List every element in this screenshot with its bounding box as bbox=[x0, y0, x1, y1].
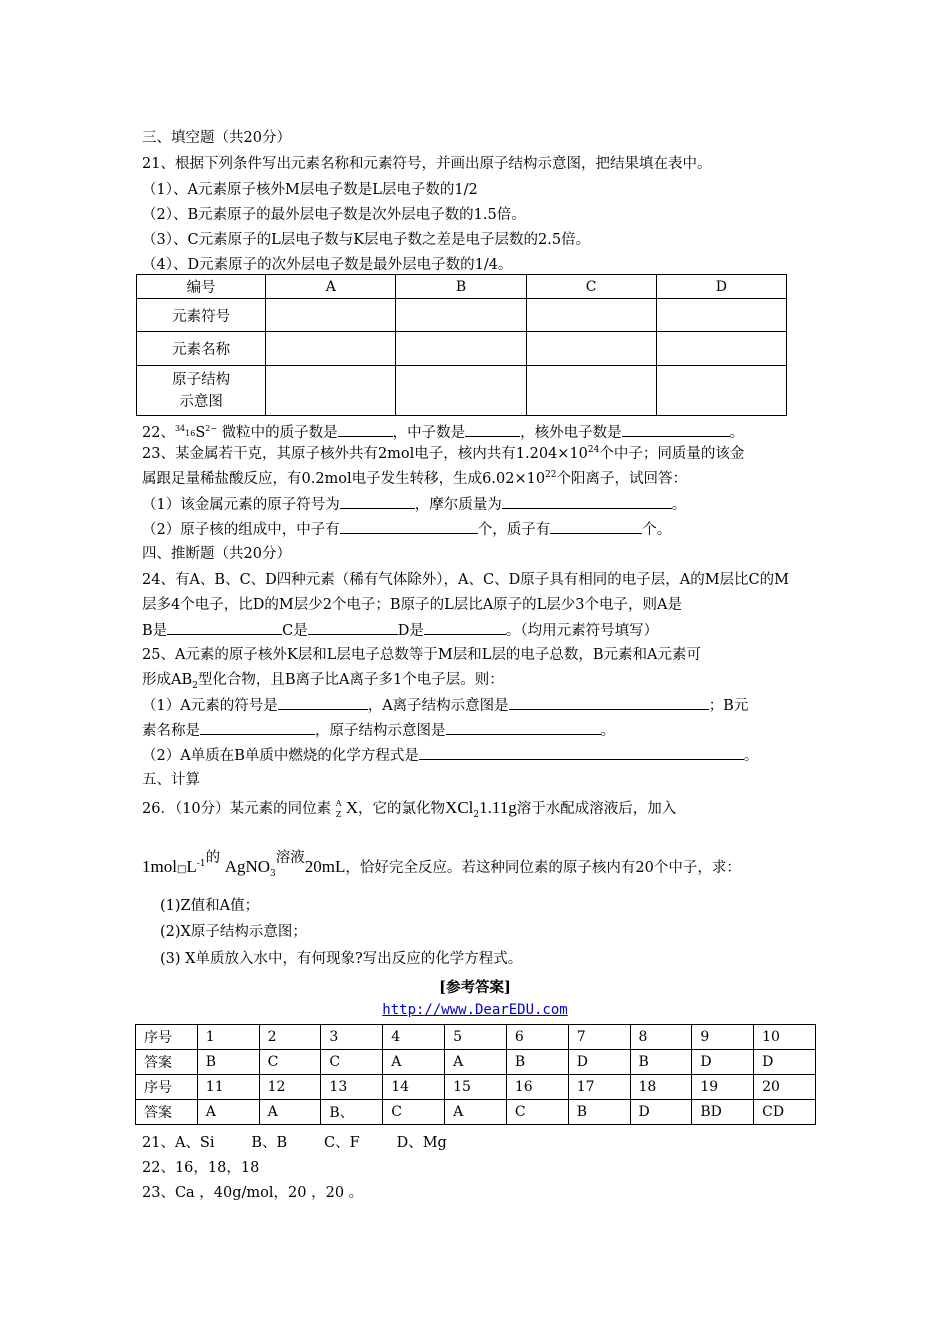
q22-text-1: 微粒中的质子数是 bbox=[217, 425, 338, 441]
answer-blank[interactable] bbox=[340, 519, 478, 534]
q23-text: 属跟足量稀盐酸反应，有0.2mol电子发生转移，生成6.02×10 bbox=[142, 471, 546, 487]
answers-cell: 序号 bbox=[136, 1025, 198, 1050]
q24-text: C是 bbox=[282, 623, 308, 639]
answer-blank[interactable] bbox=[424, 620, 506, 635]
q23-line-2 bbox=[142, 469, 687, 489]
answers-cell: 19 bbox=[692, 1075, 754, 1100]
q24-text: D是 bbox=[397, 623, 424, 639]
q22-text-2: ，中子数是 bbox=[392, 425, 466, 441]
q26-part-1: (1)Z值和A值； bbox=[160, 898, 260, 914]
table-row bbox=[136, 1100, 816, 1125]
q24-text: B是 bbox=[142, 623, 168, 639]
answer-blank[interactable] bbox=[550, 519, 642, 534]
answers-cell: A bbox=[197, 1100, 259, 1125]
q26-text: 溶于水配成溶液后，加入 bbox=[516, 801, 677, 817]
answers-title: [参考答案] bbox=[439, 979, 511, 996]
answers-cell: D bbox=[754, 1050, 816, 1075]
q21-condition-2: （2）、B元素原子的最外层电子数是次外层电子数的1.5倍。 bbox=[142, 207, 526, 223]
q21-condition-3: （3）、C元素原子的L层电子数与K层电子数之差是电子层数的2.5倍。 bbox=[142, 232, 591, 248]
q26-nuclide-z: Z bbox=[335, 810, 342, 819]
answers-cell: C bbox=[383, 1100, 445, 1125]
q23-text: 23、某金属若干克，其原子核外共有2mol电子，核内共有1.204×10 bbox=[142, 446, 588, 462]
answers-cell: A bbox=[259, 1100, 321, 1125]
answers-cell: 1 bbox=[197, 1025, 259, 1050]
table-row-label-structure-line1: 原子结构 bbox=[172, 371, 231, 388]
q25-text: ；B元 bbox=[708, 698, 749, 714]
q23-text: 个，质子有 bbox=[477, 522, 551, 538]
answer-blank[interactable] bbox=[446, 720, 601, 735]
answer-cell bbox=[656, 332, 786, 366]
table-row-label-symbol: 元素符号 bbox=[137, 299, 266, 332]
answers-cell: 14 bbox=[383, 1075, 445, 1100]
q23-text: 个阳离子，试回答： bbox=[556, 471, 688, 487]
answers-cell: A bbox=[383, 1050, 445, 1075]
q22-prefix: 22、 bbox=[142, 425, 175, 441]
answer-blank[interactable] bbox=[338, 422, 393, 437]
q26-text: ，恰好完全反应。若这种同位素的原子核内有20个中子，求： bbox=[345, 860, 741, 876]
q26-unit-exponent: -1 bbox=[196, 859, 206, 870]
answers-cell: 20 bbox=[754, 1075, 816, 1100]
answer-23: 23、Ca ，40g/mol，20 ，20 。 bbox=[142, 1185, 364, 1201]
q25-text: ，原子结构示意图是 bbox=[315, 723, 446, 739]
q26-part-3: (3) X单质放入水中，有何现象?写出反应的化学方程式。 bbox=[160, 951, 523, 967]
q22-atomic-number: 16 bbox=[185, 429, 196, 438]
answer-cell bbox=[656, 299, 786, 332]
q25-sub-2 bbox=[142, 745, 758, 766]
answer-cell bbox=[526, 299, 656, 332]
answer-cell bbox=[266, 299, 396, 332]
q25-text: 型化合物，且B离子比A离子多1个电子层。则： bbox=[197, 672, 504, 688]
q26-text: 溶液 bbox=[275, 850, 305, 866]
answer-cell bbox=[656, 366, 786, 416]
answer-blank[interactable] bbox=[622, 422, 730, 437]
q26-formula-subscript: 2 bbox=[473, 809, 480, 820]
answers-cell: 5 bbox=[445, 1025, 507, 1050]
answers-cell: B bbox=[568, 1100, 630, 1125]
q26-missing-glyph: □ bbox=[176, 864, 187, 875]
answer-blank[interactable] bbox=[502, 494, 672, 509]
q24-line-3 bbox=[142, 620, 658, 641]
answers-cell: 6 bbox=[506, 1025, 568, 1050]
answer-blank[interactable] bbox=[308, 620, 398, 635]
q23-exponent: 24 bbox=[587, 445, 600, 456]
source-link[interactable]: http://www.DearEDU.com bbox=[382, 1002, 568, 1018]
answers-cell: B bbox=[506, 1050, 568, 1075]
table-header-d: D bbox=[656, 275, 786, 299]
answers-cell: 17 bbox=[568, 1075, 630, 1100]
q23-text: 个中子；同质量的该金 bbox=[599, 446, 745, 462]
q25-sub-1-cont bbox=[142, 720, 615, 741]
answers-cell: BD bbox=[692, 1100, 754, 1125]
q26-text: ，它的氯化物 bbox=[358, 801, 446, 817]
answers-cell: 13 bbox=[321, 1075, 383, 1100]
answers-cell: A bbox=[445, 1050, 507, 1075]
q25-text: （1）A元素的符号是 bbox=[142, 698, 278, 714]
q22-text-3: ，核外电子数是 bbox=[520, 425, 622, 441]
q26-part-2: (2)X原子结构示意图； bbox=[160, 924, 307, 940]
answer-blank[interactable] bbox=[340, 494, 415, 509]
q23-sub-1 bbox=[142, 494, 686, 515]
answers-cell: 答案 bbox=[136, 1050, 198, 1075]
answer-blank[interactable] bbox=[200, 720, 315, 735]
q22 bbox=[142, 419, 744, 444]
answer-blank[interactable] bbox=[419, 745, 744, 760]
q26-nuclide bbox=[336, 799, 346, 819]
answers-link-wrap bbox=[0, 1002, 950, 1018]
answer-cell bbox=[266, 332, 396, 366]
q25-text: 素名称是 bbox=[142, 723, 200, 739]
q23-exponent: 22 bbox=[545, 470, 557, 481]
q26-unit: L bbox=[186, 857, 197, 876]
q23-sub-2 bbox=[142, 519, 671, 540]
answers-table bbox=[135, 1024, 816, 1125]
q23-text: 个。 bbox=[642, 522, 672, 538]
q26-text: 26．（10分）某元素的同位素 bbox=[142, 801, 332, 817]
answers-cell: B bbox=[630, 1050, 692, 1075]
answers-cell: B、 bbox=[321, 1100, 383, 1125]
table-header-b: B bbox=[396, 275, 526, 299]
answer-22: 22、16，18，18 bbox=[142, 1160, 260, 1176]
table-row bbox=[136, 1025, 816, 1050]
q23-text: ，摩尔质量为 bbox=[414, 497, 502, 513]
section5-title: 五、计算 bbox=[142, 772, 200, 788]
q22-symbol: S bbox=[195, 425, 206, 441]
q26-volume: 20mL bbox=[304, 857, 346, 876]
q26-mass: 1.11g bbox=[479, 798, 517, 817]
answers-cell: 11 bbox=[197, 1075, 259, 1100]
q26-concentration: 1mol bbox=[142, 857, 177, 876]
q22-charge: 2− bbox=[205, 424, 218, 433]
q26-text: 的 bbox=[205, 850, 221, 866]
q23-text: （1）该金属元素的原子符号为 bbox=[142, 497, 340, 513]
answers-cell: 8 bbox=[630, 1025, 692, 1050]
q21-stem: 21、根据下列条件写出元素名称和元素符号，并画出原子结构示意图，把结果填在表中。 bbox=[142, 156, 712, 172]
q26-line-1 bbox=[142, 798, 676, 819]
section4-title: 四、推断题（共20分） bbox=[142, 546, 291, 562]
q24-text: 。（均用元素符号填写） bbox=[505, 623, 659, 639]
answers-cell: 18 bbox=[630, 1075, 692, 1100]
answer-21: 21、A、Si B、B C、F D、Mg bbox=[142, 1135, 447, 1151]
q24-line-1: 24、有A、B、C、D四种元素（稀有气体除外），A、C、D原子具有相同的电子层，A的M层比C的M bbox=[142, 572, 789, 588]
q26-nuclide-mass: A bbox=[335, 799, 342, 808]
answer-blank[interactable] bbox=[278, 695, 368, 710]
table-row bbox=[136, 1050, 816, 1075]
answers-cell: 16 bbox=[506, 1075, 568, 1100]
q25-text: 形成AB bbox=[142, 672, 193, 688]
answers-cell: 答案 bbox=[136, 1100, 198, 1125]
table-row-label-name: 元素名称 bbox=[137, 332, 266, 366]
q24-line-2: 层多4个电子，比D的M层少2个电子；B原子的L层比A原子的L层少3个电子，则A是 bbox=[142, 597, 683, 613]
answer-blank[interactable] bbox=[509, 695, 709, 710]
answers-cell: 15 bbox=[445, 1075, 507, 1100]
q21-answer-table bbox=[136, 274, 787, 416]
table-header-number: 编号 bbox=[137, 275, 266, 299]
answers-cell: D bbox=[692, 1050, 754, 1075]
q21-condition-4: （4）、D元素原子的次外层电子数是最外层电子数的1/4。 bbox=[142, 257, 513, 273]
q25-line-2 bbox=[142, 670, 504, 690]
table-header-a: A bbox=[266, 275, 396, 299]
answers-cell: 10 bbox=[754, 1025, 816, 1050]
answer-cell bbox=[526, 332, 656, 366]
answer-cell bbox=[396, 299, 526, 332]
table-row-label-structure bbox=[137, 366, 266, 416]
q25-text: （2）A单质在B单质中燃烧的化学方程式是 bbox=[142, 748, 419, 764]
q25-subscript: 2 bbox=[192, 680, 198, 691]
q25-line-1: 25、A元素的原子核外K层和L层电子总数等于M层和L层的电子总数，B元素和A元素可 bbox=[142, 647, 701, 663]
answers-cell: 2 bbox=[259, 1025, 321, 1050]
q26-reagent-subscript: 3 bbox=[270, 868, 276, 879]
answers-cell: B bbox=[197, 1050, 259, 1075]
answers-cell: C bbox=[259, 1050, 321, 1075]
answers-cell: CD bbox=[754, 1100, 816, 1125]
answers-cell: D bbox=[568, 1050, 630, 1075]
q23-text: （2）原子核的组成中，中子有 bbox=[142, 522, 340, 538]
answers-cell: C bbox=[321, 1050, 383, 1075]
answer-cell bbox=[396, 366, 526, 416]
q26-nuclide-symbol: X bbox=[345, 798, 359, 817]
answers-cell: D bbox=[630, 1100, 692, 1125]
answers-cell: C bbox=[506, 1100, 568, 1125]
table-row-label-structure-line2: 示意图 bbox=[179, 393, 223, 410]
section3-title: 三、填空题（共20分） bbox=[142, 130, 291, 146]
q26-formula: XCl bbox=[445, 798, 474, 817]
answers-cell: 序号 bbox=[136, 1075, 198, 1100]
answers-cell: 3 bbox=[321, 1025, 383, 1050]
q25-text: ，A离子结构示意图是 bbox=[367, 698, 509, 714]
answers-cell: A bbox=[445, 1100, 507, 1125]
q22-mass-number: 34 bbox=[174, 424, 186, 433]
answer-cell bbox=[526, 366, 656, 416]
q25-text: 。 bbox=[743, 748, 759, 764]
q23-line-1 bbox=[142, 444, 744, 464]
q22-text-4: 。 bbox=[729, 425, 745, 441]
answers-cell: 9 bbox=[692, 1025, 754, 1050]
answers-cell: 7 bbox=[568, 1025, 630, 1050]
answers-cell: 4 bbox=[383, 1025, 445, 1050]
answer-blank[interactable] bbox=[465, 422, 520, 437]
q26-reagent: AgNO bbox=[224, 857, 271, 876]
q25-sub-1 bbox=[142, 695, 748, 716]
q26-line-2 bbox=[142, 848, 741, 880]
answer-cell bbox=[396, 332, 526, 366]
q21-condition-1: （1）、A元素原子核外M层电子数是L层电子数的1/2 bbox=[142, 182, 478, 198]
answers-cell: 12 bbox=[259, 1075, 321, 1100]
q23-text: 。 bbox=[671, 497, 687, 513]
answer-cell bbox=[266, 366, 396, 416]
answer-blank[interactable] bbox=[167, 620, 282, 635]
table-header-c: C bbox=[526, 275, 656, 299]
table-row bbox=[136, 1075, 816, 1100]
q25-text: 。 bbox=[600, 723, 615, 739]
